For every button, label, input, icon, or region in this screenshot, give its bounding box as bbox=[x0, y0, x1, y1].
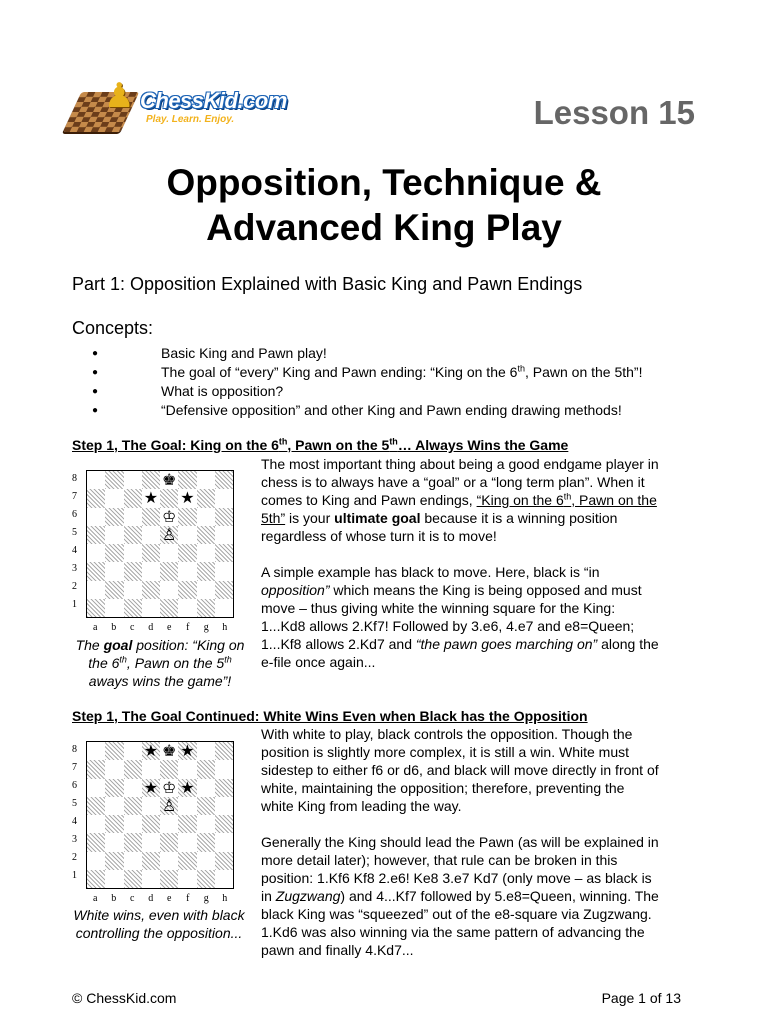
title-line-2: Advanced King Play bbox=[206, 207, 562, 248]
square-d5 bbox=[142, 526, 160, 544]
square-f7 bbox=[178, 489, 196, 507]
square-g6 bbox=[197, 508, 215, 526]
rank-label: 8 bbox=[72, 473, 77, 484]
list-item: ● Basic King and Pawn play! bbox=[92, 345, 327, 361]
file-label: d bbox=[148, 893, 154, 904]
square-a2 bbox=[87, 852, 105, 870]
bullet-icon: ● bbox=[92, 348, 99, 359]
square-d6 bbox=[142, 779, 160, 797]
logo-wordmark: ChessKid.com bbox=[140, 88, 287, 113]
square-d4 bbox=[142, 815, 160, 833]
square-e2 bbox=[160, 852, 178, 870]
square-d8 bbox=[142, 742, 160, 760]
chess-piece-icon: ♚ bbox=[161, 470, 177, 490]
chessboard-2 bbox=[86, 741, 234, 889]
square-g3 bbox=[197, 833, 215, 851]
chess-piece-icon: ♙ bbox=[161, 795, 177, 815]
square-g7 bbox=[197, 489, 215, 507]
square-f2 bbox=[178, 852, 196, 870]
chess-piece-icon: ♔ bbox=[161, 506, 177, 526]
square-c3 bbox=[124, 562, 142, 580]
square-b8 bbox=[105, 742, 123, 760]
square-d7 bbox=[142, 760, 160, 778]
square-g1 bbox=[197, 870, 215, 888]
file-label: a bbox=[93, 622, 98, 633]
file-label: f bbox=[186, 893, 190, 904]
square-f8 bbox=[178, 471, 196, 489]
square-c8 bbox=[124, 471, 142, 489]
square-d4 bbox=[142, 544, 160, 562]
rank-label: 5 bbox=[72, 798, 77, 809]
rank-label: 8 bbox=[72, 744, 77, 755]
star-marker-icon: ★ bbox=[180, 741, 195, 761]
square-g4 bbox=[197, 544, 215, 562]
square-c8 bbox=[124, 742, 142, 760]
logo-pawn-icon: ♟ bbox=[104, 76, 135, 116]
concepts-heading: Concepts: bbox=[72, 318, 154, 338]
square-c1 bbox=[124, 870, 142, 888]
square-c7 bbox=[124, 760, 142, 778]
square-c5 bbox=[124, 526, 142, 544]
square-h2 bbox=[215, 852, 233, 870]
step1-heading: Step 1, The Goal: King on the 6th, Pawn on the 5th… Always Wins the Game bbox=[72, 436, 569, 453]
square-e6 bbox=[160, 508, 178, 526]
file-label: g bbox=[203, 622, 209, 633]
diagram-2-caption: White wins, even with black controlling the opposition... bbox=[73, 907, 245, 941]
footer-copyright: © ChessKid.com bbox=[72, 990, 177, 1006]
square-c6 bbox=[124, 508, 142, 526]
square-f1 bbox=[178, 870, 196, 888]
square-h3 bbox=[215, 833, 233, 851]
square-h5 bbox=[215, 797, 233, 815]
square-a3 bbox=[87, 833, 105, 851]
square-f5 bbox=[178, 526, 196, 544]
square-d1 bbox=[142, 599, 160, 617]
file-label: f bbox=[186, 622, 190, 633]
rank-label: 1 bbox=[72, 599, 77, 610]
file-label: c bbox=[130, 622, 135, 633]
square-a5 bbox=[87, 526, 105, 544]
square-a1 bbox=[87, 870, 105, 888]
square-d1 bbox=[142, 870, 160, 888]
list-item: ● “Defensive opposition” and other King and Pawn ending drawing methods! bbox=[92, 402, 622, 418]
square-a8 bbox=[87, 742, 105, 760]
logo-tagline: Play. Learn. Enjoy. bbox=[146, 114, 235, 125]
square-b7 bbox=[105, 760, 123, 778]
rank-label: 3 bbox=[72, 563, 77, 574]
square-b6 bbox=[105, 508, 123, 526]
rank-labels bbox=[72, 741, 84, 885]
square-b3 bbox=[105, 833, 123, 851]
square-c6 bbox=[124, 779, 142, 797]
square-c4 bbox=[124, 544, 142, 562]
file-label: h bbox=[222, 622, 228, 633]
square-g5 bbox=[197, 526, 215, 544]
file-label: c bbox=[130, 893, 135, 904]
square-d5 bbox=[142, 797, 160, 815]
square-e6 bbox=[160, 779, 178, 797]
rank-label: 5 bbox=[72, 527, 77, 538]
square-h6 bbox=[215, 508, 233, 526]
rank-label: 4 bbox=[72, 816, 77, 827]
rank-label: 6 bbox=[72, 780, 77, 791]
file-label: b bbox=[111, 622, 117, 633]
square-g8 bbox=[197, 471, 215, 489]
square-g2 bbox=[197, 581, 215, 599]
square-c2 bbox=[124, 852, 142, 870]
square-a3 bbox=[87, 562, 105, 580]
square-e7 bbox=[160, 489, 178, 507]
square-f8 bbox=[178, 742, 196, 760]
concepts-list bbox=[92, 344, 643, 420]
rank-label: 2 bbox=[72, 581, 77, 592]
square-h7 bbox=[215, 489, 233, 507]
star-marker-icon: ★ bbox=[143, 741, 159, 761]
star-marker-icon: ★ bbox=[143, 488, 159, 508]
square-c1 bbox=[124, 599, 142, 617]
footer-page-number: Page 1 of 13 bbox=[601, 990, 681, 1006]
square-d6 bbox=[142, 508, 160, 526]
rank-label: 1 bbox=[72, 870, 77, 881]
square-b5 bbox=[105, 526, 123, 544]
square-b5 bbox=[105, 797, 123, 815]
square-d8 bbox=[142, 471, 160, 489]
square-f5 bbox=[178, 797, 196, 815]
square-h5 bbox=[215, 526, 233, 544]
square-a4 bbox=[87, 544, 105, 562]
square-b2 bbox=[105, 852, 123, 870]
bullet-icon: ● bbox=[92, 405, 99, 416]
square-h2 bbox=[215, 581, 233, 599]
square-a8 bbox=[87, 471, 105, 489]
part-heading: Part 1: Opposition Explained with Basic King and Pawn Endings bbox=[72, 274, 583, 294]
list-item: ● The goal of “every” King and Pawn ending: “King on the 6th, Pawn on the 5th”! bbox=[92, 363, 643, 380]
square-d3 bbox=[142, 562, 160, 580]
lesson-number: Lesson 15 bbox=[533, 94, 695, 131]
rank-label: 2 bbox=[72, 852, 77, 863]
square-f7 bbox=[178, 760, 196, 778]
rank-labels bbox=[72, 470, 84, 614]
square-g5 bbox=[197, 797, 215, 815]
square-h4 bbox=[215, 544, 233, 562]
square-d7 bbox=[142, 489, 160, 507]
square-f2 bbox=[178, 581, 196, 599]
file-label: a bbox=[93, 893, 98, 904]
star-marker-icon: ★ bbox=[180, 488, 195, 508]
square-c2 bbox=[124, 581, 142, 599]
square-f4 bbox=[178, 815, 196, 833]
chess-piece-icon: ♚ bbox=[161, 741, 177, 761]
square-g1 bbox=[197, 599, 215, 617]
square-f1 bbox=[178, 599, 196, 617]
chess-piece-icon: ♙ bbox=[161, 524, 177, 544]
step2-paragraph-2: Generally the King should lead the Pawn (as will be explained in more detail later); however, that rule can be broken in this position: 1.Kf6 Kf8 2.e6! Ke8 3.e7 Kd7 (only move – as black is in Zugzwang) and 4...Kf7 followed by 5.e8=Queen, winning. The black King was “squeezed” out of the e8-square via Zugzwang. 1.Kd6 was also winning via the same pattern of advancing the pawn and finally 4.Kd7... bbox=[261, 834, 659, 958]
square-e8 bbox=[160, 471, 178, 489]
square-b6 bbox=[105, 779, 123, 797]
square-e4 bbox=[160, 815, 178, 833]
square-b2 bbox=[105, 581, 123, 599]
square-b4 bbox=[105, 544, 123, 562]
square-e4 bbox=[160, 544, 178, 562]
chessboard-1 bbox=[86, 470, 234, 618]
square-g8 bbox=[197, 742, 215, 760]
square-e3 bbox=[160, 562, 178, 580]
list-item: ● What is opposition? bbox=[92, 383, 284, 399]
square-e3 bbox=[160, 833, 178, 851]
file-label: e bbox=[167, 622, 172, 633]
page-title bbox=[0, 160, 768, 250]
square-g4 bbox=[197, 815, 215, 833]
square-g7 bbox=[197, 760, 215, 778]
square-e8 bbox=[160, 742, 178, 760]
square-b4 bbox=[105, 815, 123, 833]
square-f3 bbox=[178, 833, 196, 851]
square-a6 bbox=[87, 779, 105, 797]
step2-text bbox=[261, 725, 661, 977]
square-f4 bbox=[178, 544, 196, 562]
square-h1 bbox=[215, 870, 233, 888]
diagram-1-caption: The goal position: “King on the 6th, Pawn on the 5th aways wins the game”! bbox=[75, 637, 245, 689]
square-b8 bbox=[105, 471, 123, 489]
bullet-icon: ● bbox=[92, 367, 99, 378]
bullet-icon: ● bbox=[92, 386, 99, 397]
file-labels bbox=[86, 622, 234, 633]
step2-paragraph-1: With white to play, black controls the opposition. Though the position is slightly more complex, it is still a win. White must sidestep to either f6 or d6, and black will move directly in front of white, maintaining the opposition; therefore, preventing the white King from leading the way. bbox=[261, 726, 659, 814]
square-g3 bbox=[197, 562, 215, 580]
square-e2 bbox=[160, 581, 178, 599]
star-marker-icon: ★ bbox=[180, 777, 195, 797]
square-c3 bbox=[124, 833, 142, 851]
file-label: d bbox=[148, 622, 154, 633]
square-g2 bbox=[197, 852, 215, 870]
square-a4 bbox=[87, 815, 105, 833]
rank-label: 7 bbox=[72, 491, 77, 502]
star-marker-icon: ★ bbox=[143, 777, 159, 797]
square-h3 bbox=[215, 562, 233, 580]
square-a2 bbox=[87, 581, 105, 599]
square-b1 bbox=[105, 599, 123, 617]
square-e5 bbox=[160, 797, 178, 815]
file-label: g bbox=[203, 893, 209, 904]
rank-label: 7 bbox=[72, 762, 77, 773]
step1-paragraph-1: The most important thing about being a good endgame player in chess is to always have a “goal” or a “long term plan”. When it comes to King and Pawn endings, “King on the 6th, Pawn on the 5th” is your ultimate goal because it is a winning position regardless of whose turn it is to move! bbox=[261, 456, 659, 544]
square-c4 bbox=[124, 815, 142, 833]
square-h8 bbox=[215, 742, 233, 760]
square-d3 bbox=[142, 833, 160, 851]
square-b1 bbox=[105, 870, 123, 888]
square-c7 bbox=[124, 489, 142, 507]
square-h4 bbox=[215, 815, 233, 833]
square-e5 bbox=[160, 526, 178, 544]
square-h6 bbox=[215, 779, 233, 797]
square-h7 bbox=[215, 760, 233, 778]
square-e1 bbox=[160, 599, 178, 617]
rank-label: 4 bbox=[72, 545, 77, 556]
title-line-1: Opposition, Technique & bbox=[166, 162, 602, 203]
file-label: e bbox=[167, 893, 172, 904]
square-e7 bbox=[160, 760, 178, 778]
square-f6 bbox=[178, 779, 196, 797]
square-c5 bbox=[124, 797, 142, 815]
square-h1 bbox=[215, 599, 233, 617]
square-a5 bbox=[87, 797, 105, 815]
chesskid-logo bbox=[72, 76, 287, 140]
square-b3 bbox=[105, 562, 123, 580]
file-label: h bbox=[222, 893, 228, 904]
rank-label: 6 bbox=[72, 509, 77, 520]
square-a7 bbox=[87, 760, 105, 778]
file-label: b bbox=[111, 893, 117, 904]
square-g6 bbox=[197, 779, 215, 797]
square-b7 bbox=[105, 489, 123, 507]
step1-paragraph-2: A simple example has black to move. Here, black is “in opposition” which means the King is being opposed and must move – thus giving white the winning square for the King: 1...Kd8 allows 2.Kf7! Followed by 3.e6, 4.e7 and e8=Queen; 1...Kf8 allows 2.Kd7 and “the pawn goes marching on” along the e-file once again... bbox=[261, 564, 659, 670]
rank-label: 3 bbox=[72, 834, 77, 845]
step1-text bbox=[261, 455, 661, 689]
square-d2 bbox=[142, 852, 160, 870]
square-a1 bbox=[87, 599, 105, 617]
square-d2 bbox=[142, 581, 160, 599]
square-f3 bbox=[178, 562, 196, 580]
file-labels bbox=[86, 893, 234, 904]
square-e1 bbox=[160, 870, 178, 888]
square-a7 bbox=[87, 489, 105, 507]
square-f6 bbox=[178, 508, 196, 526]
step2-heading: Step 1, The Goal Continued: White Wins Even when Black has the Opposition bbox=[72, 708, 588, 724]
chess-piece-icon: ♔ bbox=[161, 777, 177, 797]
square-h8 bbox=[215, 471, 233, 489]
square-a6 bbox=[87, 508, 105, 526]
